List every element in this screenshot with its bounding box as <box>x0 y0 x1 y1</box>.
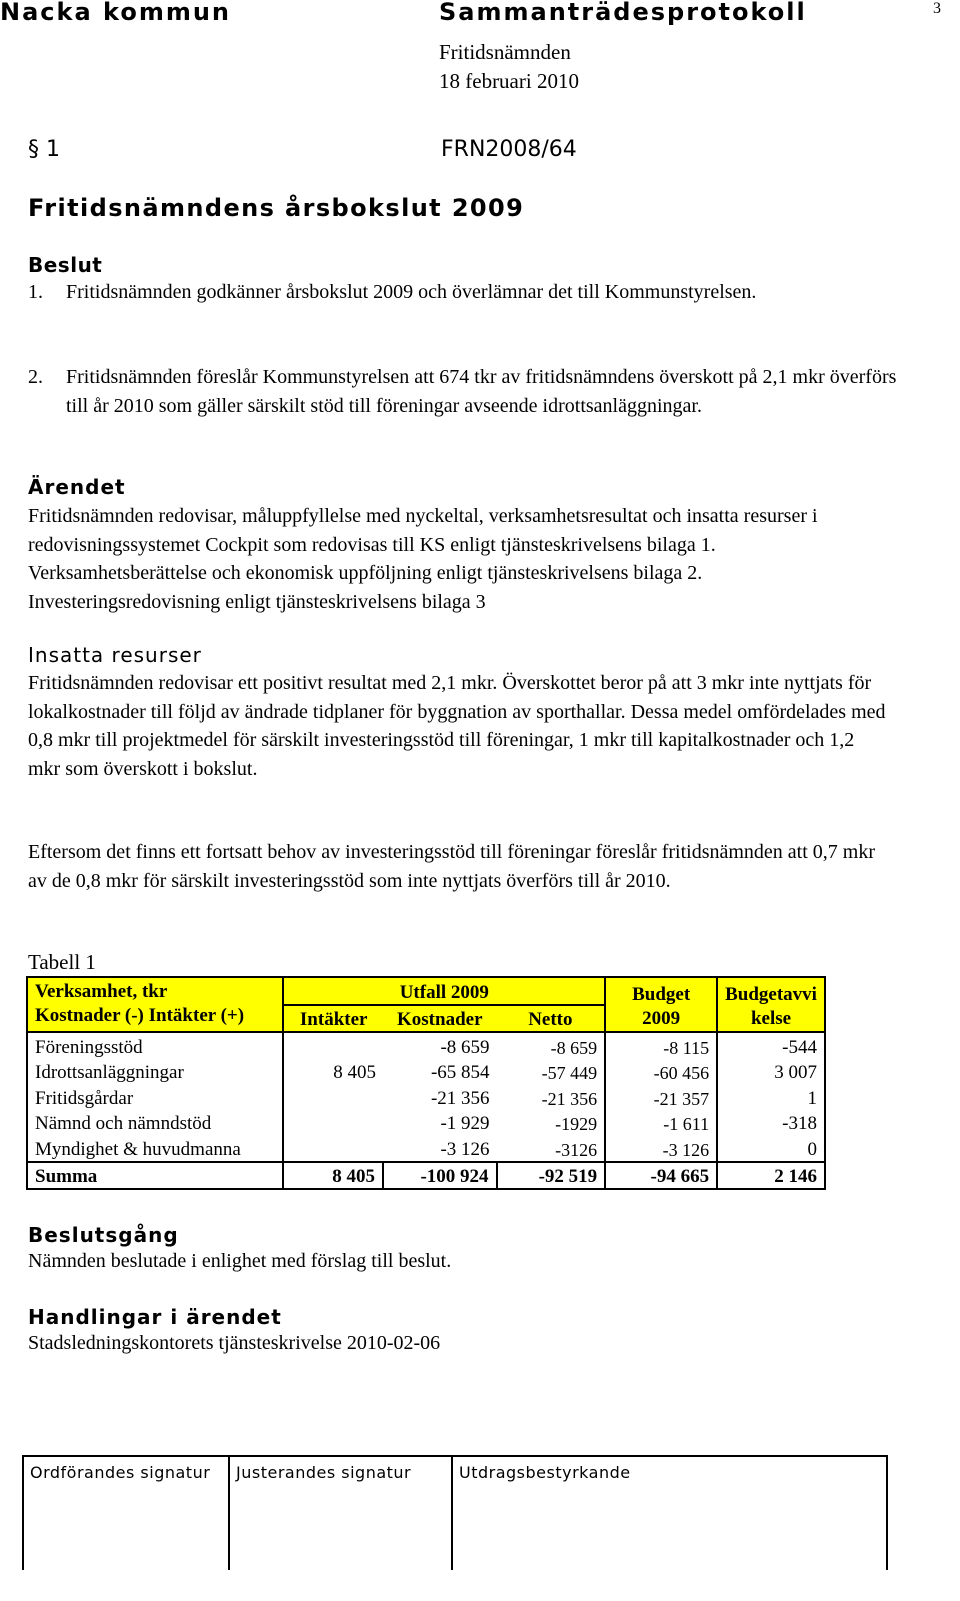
cell-intakter: 8 405 <box>333 1062 376 1083</box>
document-type: Sammanträdesprotokoll <box>439 0 807 26</box>
cell-budget: -1 611 <box>605 1110 717 1136</box>
committee-name: Fritidsnämnden <box>439 40 571 64</box>
cell-budget: -3 126 <box>605 1135 717 1162</box>
cell-kostnader: -1 929 <box>440 1113 490 1134</box>
cell-avvikelse: 1 <box>717 1084 825 1110</box>
cell-name: Nämnd och nämndstöd <box>27 1110 283 1136</box>
handlingar-heading: Handlingar i ärendet <box>28 1305 282 1329</box>
table-header-utfall: Utfall 2009 <box>283 977 605 1005</box>
insatta-text-1: Fritidsnämnden redovisar ett positivt resultat med 2,1 mkr. Överskottet beror på att 3 mkr inte nyttjats för lokalkostnader till följd av ändrade tidplaner för byggnation av sporthallar. Dessa medel omfördelades med 0,8 mkr till projektmedel för särskilt investeringsstöd till föreningar, 1 mkr till kapitalkostnader och 1,2 mkr som överskott i bokslut. <box>28 672 886 780</box>
signature-chair-label: Ordförandes signatur <box>30 1463 211 1482</box>
cell-kostnader: -21 356 <box>430 1087 490 1109</box>
cell-budget: -21 357 <box>605 1084 717 1110</box>
beslut-item-2-text: Fritidsnämnden föreslår Kommunstyrelsen att 674 tkr av fritidsnämndens överskott på 2,1 mkr överförs till år 2010 som gäller särskilt stöd till föreningar avseende idrottsanläggningar. <box>66 366 897 417</box>
cell-intakter <box>283 1084 383 1110</box>
signature-box <box>22 1455 888 1570</box>
cell-kostnader: -8 659 <box>440 1036 490 1058</box>
table-header-budget-line2: 2009 <box>642 1008 681 1029</box>
cell-avvikelse: 0 <box>717 1135 825 1162</box>
org-name: Nacka kommun <box>0 0 232 26</box>
cell-kostnader: -3 126 <box>440 1138 490 1160</box>
total-budget: -94 665 <box>605 1162 717 1190</box>
arendet-text: Fritidsnämnden redovisar, måluppfyllelse med nyckeltal, verksamhetsresultat och insatta resurser i redovisningssystemet Cockpit som redovisas till KS enligt tjänsteskrivelsens bilaga 1. Verksamhetsberättelse och ekonomisk uppföljning enligt tjänsteskrivelsens bilaga 2. Investeringsredovisning enligt tjänsteskrivelsens bilaga 3 <box>28 505 818 613</box>
total-netto: -92 519 <box>497 1162 606 1190</box>
beslut-heading: Beslut <box>28 253 103 277</box>
cell-avvikelse: 3 007 <box>717 1059 825 1085</box>
cell-avvikelse: -318 <box>717 1110 825 1136</box>
table-caption: Tabell 1 <box>28 950 96 974</box>
cell-budget: -8 115 <box>605 1032 717 1059</box>
signature-divider <box>451 1457 453 1570</box>
table-row <box>27 1084 825 1110</box>
arendet-heading: Ärendet <box>28 475 126 499</box>
insatta-heading: Insatta resurser <box>28 643 202 667</box>
signature-certifier-label: Utdragsbestyrkande <box>459 1463 631 1482</box>
table-row <box>27 1059 825 1085</box>
cell-netto: -21 356 <box>541 1088 598 1109</box>
table-header-kostnader: Kostnader <box>383 1005 497 1033</box>
result-table <box>26 976 826 1190</box>
cell-name: Idrottsanläggningar <box>27 1059 283 1085</box>
table-header-intakter: Intäkter <box>283 1005 383 1033</box>
table-header-budget <box>605 977 717 1032</box>
beslutsgang-text: Nämnden beslutade i enlighet med förslag till beslut. <box>28 1250 452 1272</box>
table-header-avvikelse-line2: kelse <box>750 1008 792 1029</box>
beslutsgang-heading: Beslutsgång <box>28 1223 179 1247</box>
signature-adjuster-label: Justerandes signatur <box>236 1463 412 1482</box>
cell-kostnader: -65 854 <box>430 1062 490 1083</box>
cell-avvikelse: -544 <box>717 1032 825 1059</box>
table-header-avvikelse <box>717 977 825 1032</box>
total-kostnader: -100 924 <box>383 1162 497 1190</box>
table-header-verksamhet-line1: Verksamhet, tkr <box>35 981 168 1002</box>
page-title: Fritidsnämndens årsbokslut 2009 <box>28 194 525 222</box>
cell-name: Fritidsgårdar <box>27 1084 283 1110</box>
table-total-row <box>27 1162 825 1190</box>
total-intakter: 8 405 <box>283 1162 383 1190</box>
table-row <box>27 1135 825 1162</box>
meeting-date: 18 februari 2010 <box>439 69 579 93</box>
cell-intakter <box>283 1110 383 1136</box>
beslut-item-1-text: Fritidsnämnden godkänner årsbokslut 2009 och överlämnar det till Kommunstyrelsen. <box>66 281 757 303</box>
beslut-item-2-number: 2. <box>28 366 43 388</box>
table-header-verksamhet <box>27 977 283 1032</box>
table-header-verksamhet-line2: Kostnader (-) Intäkter (+) <box>35 1005 245 1026</box>
cell-name: Myndighet & huvudmanna <box>27 1135 283 1162</box>
total-name: Summa <box>27 1162 283 1190</box>
handlingar-text: Stadsledningskontorets tjänsteskrivelse 2010-02-06 <box>28 1332 441 1354</box>
cell-netto: -8 659 <box>550 1037 598 1058</box>
table-header-netto: Netto <box>497 1005 606 1033</box>
table-row <box>27 1110 825 1136</box>
table-header-budget-line1: Budget <box>632 984 691 1005</box>
signature-divider <box>228 1457 230 1570</box>
cell-intakter <box>283 1135 383 1162</box>
cell-intakter <box>283 1032 383 1059</box>
cell-netto: -57 449 <box>541 1063 598 1083</box>
page-number: 3 <box>933 0 941 17</box>
cell-netto: -1929 <box>555 1114 598 1134</box>
case-number: FRN2008/64 <box>441 137 577 162</box>
table-row <box>27 1032 825 1059</box>
cell-netto: -3126 <box>555 1139 598 1160</box>
paragraph-number: § 1 <box>28 137 60 162</box>
cell-name: Föreningsstöd <box>27 1032 283 1059</box>
beslut-item-1-number: 1. <box>28 281 43 303</box>
cell-budget: -60 456 <box>605 1059 717 1085</box>
total-avvikelse: 2 146 <box>717 1162 825 1190</box>
table-header-avvikelse-line1: Budgetavvi <box>725 984 817 1005</box>
insatta-text-2: Eftersom det finns ett fortsatt behov av investeringsstöd till föreningar föreslår fritidsnämnden att 0,7 mkr av de 0,8 mkr för särskilt investeringsstöd som inte nyttjats överförs till år 2010. <box>28 841 876 892</box>
